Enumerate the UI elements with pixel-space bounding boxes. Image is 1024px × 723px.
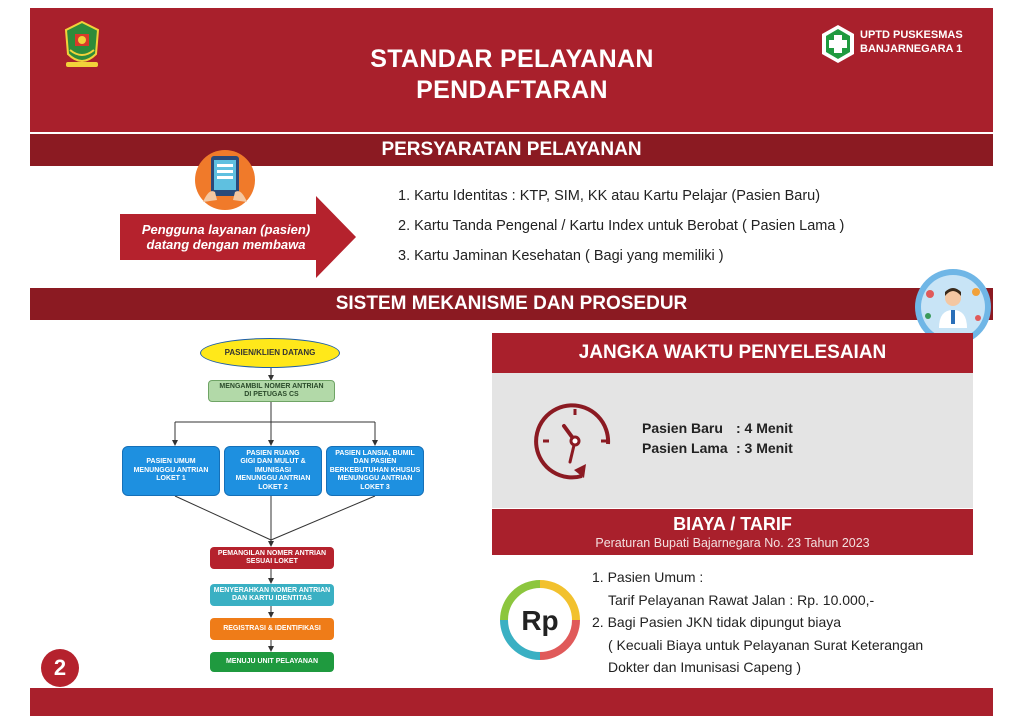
flow-start — [200, 338, 340, 368]
flow-text: IMUNISASI — [254, 466, 292, 474]
rupiah-icon-text: Rp — [521, 605, 559, 636]
waktu-list — [642, 420, 793, 460]
list-item: Tarif Pelayanan Rawat Jalan : Rp. 10.000,- — [608, 591, 875, 608]
puskesmas-logo — [820, 24, 970, 68]
list-item: Dokter dan Imunisasi Capeng ) — [608, 659, 801, 675]
requirements-list — [398, 186, 844, 276]
section-heading-jangka-waktu: JANGKA WAKTU PENYELESAIAN — [492, 333, 973, 373]
flow-text: SESUAI LOKET — [246, 558, 298, 565]
flow-text: PASIEN RUANG — [246, 449, 300, 457]
flow-text: BERKEBUTUHAN KHUSUS — [329, 466, 421, 474]
puskesmas-name — [860, 28, 963, 56]
flow-step-registrasi — [210, 618, 334, 640]
list-item: 1. Kartu Identitas : KTP, SIM, KK atau Kartu Pelajar (Pasien Baru) — [398, 188, 821, 204]
flow-text: MENGAMBIL NOMER ANTRIAN — [219, 382, 324, 390]
arrow-text-line-1: Pengguna layanan (pasien) — [141, 222, 311, 237]
flow-text: PASIEN LANSIA, BUMIL — [335, 449, 415, 457]
flow-text: MENUNGGU ANTRIAN LOKET 1 — [133, 466, 209, 483]
puskesmas-name-line-2: BANJARNEGARA 1 — [860, 43, 963, 55]
waktu-value: : 4 Menit — [736, 420, 793, 436]
list-item: ( Kecuali Biaya untuk Pelayanan Surat Keterangan — [608, 636, 924, 653]
arrow-callout-text — [128, 222, 324, 252]
clock-icon — [534, 400, 616, 482]
waktu-value: : 3 Menit — [736, 440, 793, 456]
flow-text: GIGI DAN MULUT & — [240, 458, 306, 466]
flow-step-pemanggilan — [210, 547, 334, 569]
flow-text: DAN KARTU IDENTITAS — [232, 595, 312, 602]
flow-text: PASIEN UMUM — [146, 458, 196, 466]
puskesmas-emblem-icon — [820, 24, 856, 64]
puskesmas-name-line-1: UPTD PUSKESMAS — [860, 29, 963, 41]
flow-text: REGISTRASI & IDENTIFIKASI — [223, 624, 321, 632]
title-line-2: PENDAFTARAN — [416, 76, 608, 104]
list-item: 1. Pasien Umum : — [592, 569, 704, 585]
page-number-badge: 2 — [41, 649, 79, 687]
flow-text: MENUNGGU ANTRIAN LOKET 2 — [235, 475, 311, 491]
section-heading-persyaratan: PERSYARATAN PELAYANAN — [30, 134, 993, 166]
flow-text: DAN PASIEN — [353, 458, 397, 466]
biaya-list — [592, 566, 923, 679]
waktu-label: Pasien Lama — [642, 440, 728, 456]
list-item: 2. Kartu Tanda Pengenal / Kartu Index untuk Berobat ( Pasien Lama ) — [398, 218, 845, 234]
flow-branch-gigi — [224, 446, 322, 496]
arrow-text-line-2: datang dengan membawa — [146, 237, 306, 252]
flow-step-antrian — [208, 380, 335, 402]
tablet-user-icon — [193, 148, 257, 212]
flow-branch-umum — [122, 446, 220, 496]
list-item: 3. Kartu Jaminan Kesehatan ( Bagi yang memiliki ) — [398, 248, 724, 264]
flow-step-menuju-unit — [210, 652, 334, 672]
flow-text: MENUNGGU ANTRIAN LOKET 3 — [337, 475, 413, 491]
flow-start-label: PASIEN/KLIEN DATANG — [224, 347, 316, 357]
flow-step-menyerahkan — [210, 584, 334, 606]
footer-band — [30, 688, 993, 716]
flow-text: MENUJU UNIT PELAYANAN — [225, 657, 319, 665]
biaya-subtitle: Peraturan Bupati Bajarnegara No. 23 Tahun 2023 — [595, 536, 870, 550]
waktu-row-lama — [642, 440, 793, 460]
list-item: 2. Bagi Pasien JKN tidak dipungut biaya — [592, 614, 842, 630]
rupiah-icon — [500, 580, 580, 660]
flow-text: PEMANGILAN NOMER ANTRIAN — [217, 549, 327, 557]
flow-text: DI PETUGAS CS — [244, 391, 299, 398]
waktu-label: Pasien Baru — [642, 420, 723, 436]
flow-branch-lansia — [326, 446, 424, 496]
flow-text: MENYERAHKAN NOMER ANTRIAN — [213, 586, 331, 594]
title-line-1: STANDAR PELAYANAN — [370, 45, 654, 73]
section-heading-biaya — [492, 509, 973, 555]
section-heading-mekanisme: SISTEM MEKANISME DAN PROSEDUR — [30, 288, 993, 320]
waktu-row-baru — [642, 420, 793, 440]
biaya-title: BIAYA / TARIF — [673, 514, 792, 534]
